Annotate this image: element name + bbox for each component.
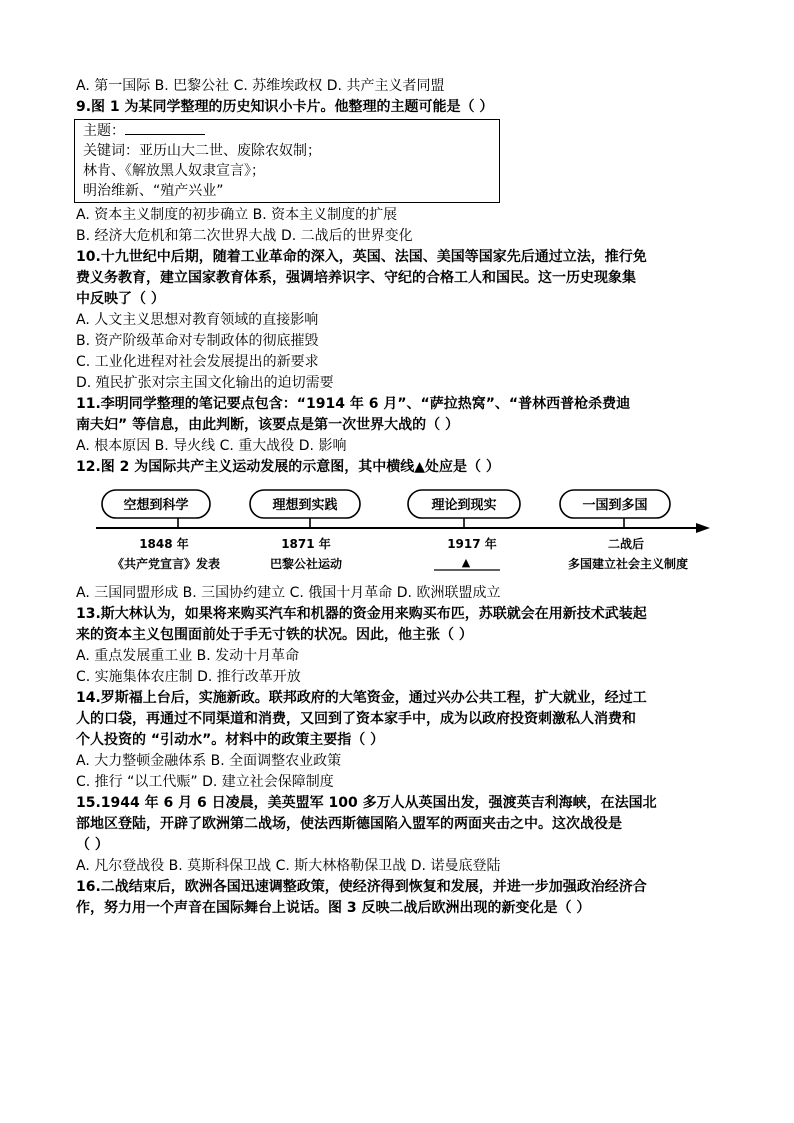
event-label-4: 多国建立社会主义制度: [567, 557, 689, 571]
q12-stem: 12.图 2 为国际共产主义运动发展的示意图，其中横线▲处应是（ ）: [76, 459, 500, 475]
year-label-2: 1871 年: [281, 537, 331, 551]
q10-option-a: A. 人文主义思想对教育领域的直接影响: [76, 312, 319, 328]
q10-stem-1: 10.十九世纪中后期，随着工业革命的深入，英国、法国、美国等国家先后通过立法，推行免: [76, 249, 647, 265]
card-line-2: 林肯、《解放黑人奴隶宣言》；: [83, 163, 265, 179]
event-label-3: ▲: [461, 556, 471, 569]
q11-options: A. 根本原因 B. 导火线 C. 重大战役 D. 影响: [76, 438, 347, 454]
q11-stem-1: 11.李明同学整理的笔记要点包含：“1914 年 6 月”、“萨拉热窝”、“普林西普枪杀费迪: [76, 396, 631, 412]
q14-stem-3: 个人投资的 “引动水”。材料中的政策主要指（ ）: [76, 732, 385, 748]
q13-option-line-2: C. 实施集体农庄制 D. 推行改革开放: [76, 669, 301, 685]
q13-stem-2: 来的资本主义包围面前处于手无寸铁的状况。因此，他主张（ ）: [76, 627, 473, 643]
card-topic-label: 主题：: [83, 123, 125, 139]
q10-stem-3: 中反映了（ ）: [76, 291, 165, 307]
year-label-1: 1848 年: [139, 537, 189, 551]
timeline-stage-4: [560, 490, 670, 518]
stage-label-1: 空想到科学: [123, 498, 189, 513]
q10-option-d: D. 殖民扩张对宗主国文化输出的迫切需要: [76, 375, 334, 391]
q8-options: A. 第一国际 B. 巴黎公社 C. 苏维埃政权 D. 共产主义者同盟: [76, 78, 445, 94]
card-topic-row: [83, 121, 205, 141]
q13-stem-1: 13.斯大林认为，如果将来购买汽车和机器的资金用来购买布匹，苏联就会在用新技术武装起: [76, 606, 647, 622]
card-line-3: 明治维新、“殖产兴业”: [83, 183, 224, 199]
q10-option-b: B. 资产阶级革命对专制政体的彻底摧毁: [76, 333, 319, 349]
q10-stem-2: 费义务教育，建立国家教育体系，强调培养识字、守纪的合格工人和国民。这一历史现象集: [76, 270, 636, 286]
q14-option-line-2: C. 推行 “以工代赈” D. 建立社会保障制度: [76, 774, 334, 790]
timeline-arrow-head: [696, 523, 710, 533]
q14-option-line-1: A. 大力整顿金融体系 B. 全面调整农业政策: [76, 753, 342, 769]
q16-stem-1: 16.二战结束后，欧洲各国迅速调整政策，使经济得到恢复和发展，并进一步加强政治经济合: [76, 879, 647, 895]
stage-label-4: 一国到多国: [582, 498, 648, 513]
stage-label-2: 理想到实践: [272, 498, 338, 513]
q15-stem-2: 部地区登陆，开辟了欧洲第二战场，使法西斯德国陷入盟军的两面夹击之中。这次战役是: [76, 816, 622, 832]
q11-stem-2: 南夫妇” 等信息，由此判断，该要点是第一次世界大战的（ ）: [76, 417, 459, 433]
q9-stem: 9.图 1 为某同学整理的历史知识小卡片。他整理的主题可能是（ ）: [76, 99, 494, 115]
q16-stem-2: 作，努力用一个声音在国际舞台上说话。图 3 反映二战后欧洲出现的新变化是（ ）: [76, 900, 591, 916]
q9-knowledge-card: [74, 119, 500, 203]
event-label-2: 巴黎公社运动: [269, 557, 343, 571]
q15-options: A. 凡尔登战役 B. 莫斯科保卫战 C. 斯大林格勒保卫战 D. 诺曼底登陆: [76, 858, 501, 874]
q10-option-c: C. 工业化进程对社会发展提出的新要求: [76, 354, 319, 370]
q12-options: A. 三国同盟形成 B. 三国协约建立 C. 俄国十月革命 D. 欧洲联盟成立: [76, 585, 501, 601]
q14-stem-1: 14.罗斯福上台后，实施新政。联邦政府的大笔资金，通过兴办公共工程，扩大就业，经过工: [76, 690, 647, 706]
communist-movement-timeline: [80, 484, 720, 576]
timeline-stage-3: [408, 490, 520, 518]
q13-option-line-1: A. 重点发展重工业 B. 发动十月革命: [76, 648, 300, 664]
year-label-4: 二战后: [607, 537, 645, 551]
card-topic-blank: [125, 121, 205, 135]
timeline-stage-2: [250, 490, 360, 518]
event-label-1: 《共产党宣言》发表: [111, 557, 221, 571]
q9-option-line-2: B. 经济大危机和第二次世界大战 D. 二战后的世界变化: [76, 228, 413, 244]
q9-option-line-1: A. 资本主义制度的初步确立 B. 资本主义制度的扩展: [76, 207, 398, 223]
q15-stem-1: 15.1944 年 6 月 6 日凌晨，美英盟军 100 多万人从英国出发，强渡英吉利海峡，在法国北: [76, 795, 657, 811]
stage-label-3: 理论到现实: [431, 498, 497, 513]
year-label-3: 1917 年: [447, 537, 497, 551]
q15-stem-3: （ ）: [76, 837, 109, 853]
q14-stem-2: 人的口袋，再通过不同渠道和消费，又回到了资本家手中，成为以政府投资刺激私人消费和: [76, 711, 636, 727]
timeline-stage-1: [102, 490, 210, 518]
card-line-1: 关键词：亚历山大二世、废除农奴制；: [83, 143, 321, 159]
